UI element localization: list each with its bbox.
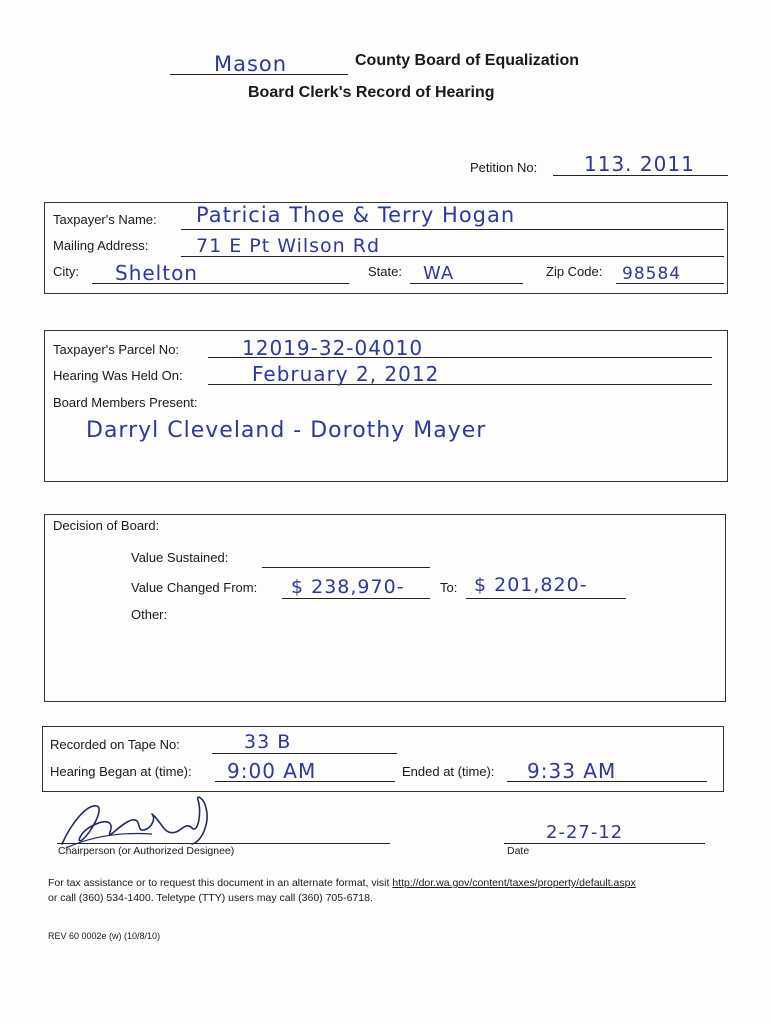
began-label: Hearing Began at (time): (50, 764, 192, 779)
date-line (504, 843, 705, 844)
value-sustained-label: Value Sustained: (131, 550, 229, 565)
recording-box (42, 726, 724, 792)
changed-to-value: $ 201,820- (474, 574, 588, 596)
tape-value: 33 B (244, 731, 292, 753)
taxpayer-name-value: Patricia Thoe & Terry Hogan (196, 203, 516, 227)
changed-from-value: $ 238,970- (291, 576, 405, 598)
tape-label: Recorded on Tape No: (50, 737, 180, 752)
county-name: Mason (214, 52, 288, 76)
mailing-address-label: Mailing Address: (53, 238, 149, 253)
changed-from-line (282, 598, 430, 599)
footer-phone: or call (360) 534-1400. Teletype (TTY) users may call (360) 705-6718. (48, 892, 373, 904)
footer-note-text: For tax assistance or to request this document in an alternate format, visit (48, 877, 393, 889)
mailing-address-value: 71 E Pt Wilson Rd (196, 235, 381, 257)
began-value: 9:00 AM (227, 759, 317, 783)
other-label: Other: (131, 607, 168, 622)
ended-label: Ended at (time): (402, 764, 495, 779)
hearing-date-label: Hearing Was Held On: (53, 368, 183, 383)
value-changed-label: Value Changed From: (131, 580, 258, 595)
zip-label: Zip Code: (546, 264, 603, 279)
parcel-label: Taxpayer's Parcel No: (53, 342, 180, 357)
changed-to-line (466, 598, 626, 599)
taxpayer-name-line (181, 229, 724, 230)
parcel-value: 12019-32-04010 (242, 336, 424, 360)
city-value: Shelton (115, 261, 198, 285)
chair-label: Chairperson (or Authorized Designee) (58, 845, 235, 857)
form-title: County Board of Equalization (355, 52, 579, 69)
to-label: To: (440, 580, 458, 595)
state-value: WA (423, 263, 455, 284)
board-members-label: Board Members Present: (53, 395, 198, 410)
form-subtitle: Board Clerk's Record of Hearing (248, 84, 495, 101)
taxpayer-name-label: Taxpayer's Name: (53, 212, 157, 227)
date-label: Date (507, 845, 530, 857)
petition-label: Petition No: (470, 160, 538, 175)
ended-value: 9:33 AM (527, 759, 617, 783)
dor-link[interactable]: http://dor.wa.gov/content/taxes/property/default.aspx (392, 877, 636, 889)
hearing-date-value: February 2, 2012 (252, 362, 440, 386)
form-id: REV 60 0002e (w) (10/8/10) (48, 931, 161, 941)
zip-value: 98584 (622, 264, 682, 284)
tape-line (212, 753, 397, 754)
footer-note (48, 877, 728, 889)
city-label: City: (53, 264, 79, 279)
board-members-value: Darryl Cleveland - Dorothy Mayer (86, 418, 487, 443)
petition-value: 113. 2011 (584, 152, 695, 176)
decision-label: Decision of Board: (53, 518, 160, 533)
value-sustained-line (262, 567, 430, 568)
state-label: State: (368, 264, 402, 279)
date-value: 2-27-12 (546, 822, 624, 843)
chair-signature-line (57, 843, 390, 844)
